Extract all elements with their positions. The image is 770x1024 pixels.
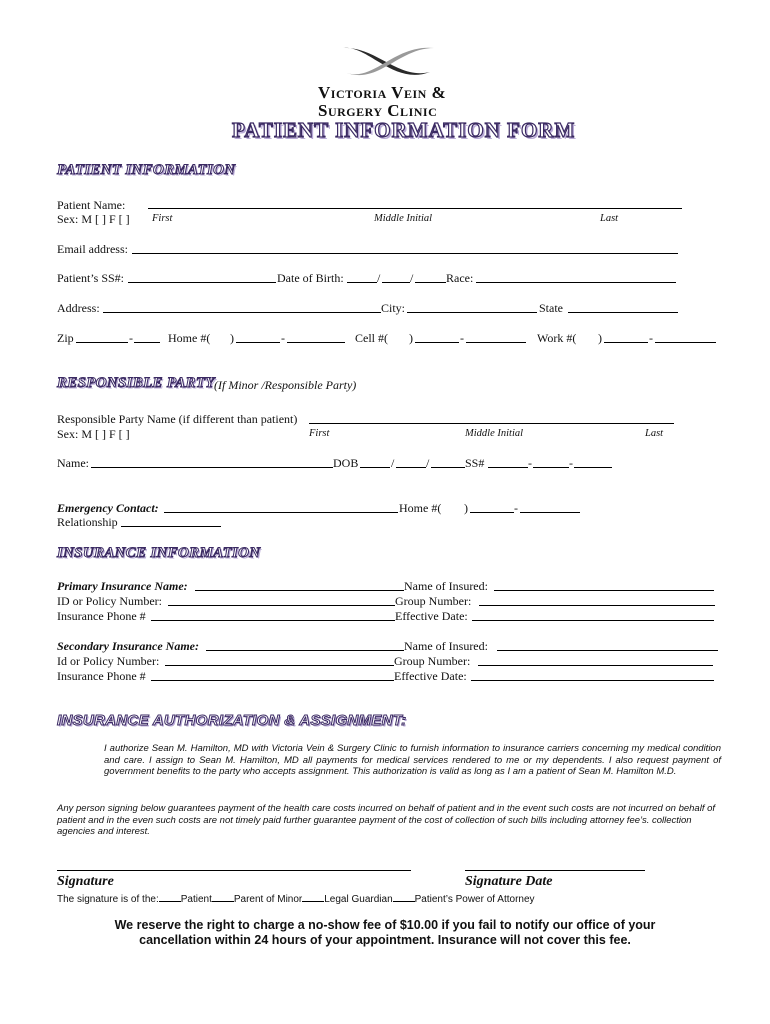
secondary-insured-field[interactable] [497,650,718,651]
primary-group-label: Group Number: [395,594,472,608]
zip-label: Zip [57,331,74,345]
primary-id-label: ID or Policy Number: [57,594,162,608]
secondary-insurance-field[interactable] [206,650,404,651]
responsible-dob-year[interactable] [431,467,465,468]
authorization-paragraph-1: I authorize Sean M. Hamilton, MD with Victoria Vein & Surgery Clinic to furnish information to insurance carriers concerning my medical condition and care. I assign to Sean M. Hamilton, MD all payments for medical services rendered to me or my dependents. I also request payment of government benefits to the party who accepts assignment. This authorization is valid as long as I am a patient of Sean M. Hamilton M.D. [104,743,721,777]
address-label: Address: [57,301,100,315]
secondary-insurance-label: Secondary Insurance Name: [57,639,200,653]
emergency-contact-label: Emergency Contact: [57,501,159,515]
home-phone-label: Home #( [168,331,211,345]
signature-of-label: The signature is of the: [57,894,159,905]
relationship-field[interactable] [121,526,221,527]
secondary-id-field[interactable] [165,665,394,666]
secondary-group-field[interactable] [478,665,713,666]
dob-month-field[interactable] [347,282,377,283]
home-phone-paren: ) [230,331,234,345]
cell-phone-label: Cell #( [355,331,388,345]
zip-field-1[interactable] [76,342,128,343]
relationship-label: Relationship [57,515,118,529]
no-show-notice [0,918,770,948]
cell-phone-dash: - [460,331,464,345]
secondary-effective-label: Effective Date: [394,669,467,683]
secondary-phone-label: Insurance Phone # [57,669,146,683]
last-name-caption: Last [600,213,619,224]
primary-effective-label: Effective Date: [395,609,468,623]
responsible-dob-sep2: / [426,456,430,470]
patient-info-heading: PATIENT INFORMATION [57,162,236,178]
dob-day-field[interactable] [382,282,410,283]
emergency-home-dash: - [514,501,518,515]
patient-sex-label: Sex: M [ ] F [ ] [57,212,130,226]
first-name-caption: First [152,213,173,224]
ss-field[interactable] [128,282,276,283]
zip-dash: - [129,331,133,345]
patient-name-label: Patient Name: [57,198,126,212]
dob-year-field[interactable] [415,282,446,283]
secondary-insured-label: Name of Insured: [404,639,488,653]
responsible-ss-field-2[interactable] [533,467,569,468]
signature-date-line[interactable] [465,870,645,871]
responsible-dob-day[interactable] [396,467,426,468]
cell-phone-paren: ) [409,331,413,345]
cell-phone-field-2[interactable] [466,342,526,343]
responsible-ss-dash2: - [569,456,573,470]
guardian-option-label: Legal Guardian [324,894,393,905]
secondary-id-label: Id or Policy Number: [57,654,160,668]
parent-option-label: Parent of Minor [233,894,303,905]
poa-option-label: Patient’s Power of Attorney [414,894,535,905]
primary-insured-label: Name of Insured: [404,579,488,593]
responsible-ss-label: SS# [465,456,485,470]
emergency-home-field-2[interactable] [520,512,580,513]
work-phone-field-2[interactable] [655,342,716,343]
emergency-home-label: Home #( [399,501,442,515]
signature-of-line [57,890,535,905]
primary-phone-field[interactable] [151,620,395,621]
state-field[interactable] [568,312,678,313]
primary-phone-label: Insurance Phone # [57,609,146,623]
city-field[interactable] [407,312,537,313]
ss-label: Patient’s SS#: [57,271,125,285]
poa-option-blank[interactable] [393,890,415,902]
work-phone-dash: - [649,331,653,345]
city-label: City: [381,301,406,315]
responsible-middle-caption: Middle Initial [465,428,524,439]
guardian-option-blank[interactable] [302,890,324,902]
clinic-name-line2: Surgery Clinic [318,101,438,120]
dob-sep-1: / [377,271,381,285]
home-phone-dash: - [281,331,285,345]
authorization-heading: INSURANCE AUTHORIZATION & ASSIGNMENT: [57,712,407,729]
signature-line[interactable] [57,870,411,871]
secondary-group-label: Group Number: [394,654,471,668]
secondary-effective-field[interactable] [471,680,714,681]
home-phone-field-2[interactable] [287,342,345,343]
patient-option-blank[interactable] [159,890,181,902]
dob-label: Date of Birth: [277,271,344,285]
responsible-dob-sep1: / [391,456,395,470]
responsible-dob-month[interactable] [360,467,390,468]
race-label: Race: [446,271,474,285]
primary-id-field[interactable] [168,605,395,606]
primary-group-field[interactable] [479,605,715,606]
race-field[interactable] [476,282,676,283]
primary-insurance-field[interactable] [195,590,404,591]
parent-option-blank[interactable] [212,890,234,902]
responsible-dob-label: DOB [333,456,359,470]
state-label: State [539,301,563,315]
responsible-name2-field[interactable] [91,467,333,468]
primary-insurance-label: Primary Insurance Name: [57,579,188,593]
middle-initial-caption: Middle Initial [374,213,433,224]
notice-line-1: We reserve the right to charge a no-show fee of $10.00 if you fail to notify our office of your [114,918,656,932]
form-title: PATIENT INFORMATION FORM [232,118,576,142]
responsible-ss-field-3[interactable] [574,467,612,468]
email-field[interactable] [132,253,678,254]
clinic-logo [338,42,438,86]
address-field[interactable] [103,312,381,313]
responsible-last-caption: Last [645,428,664,439]
home-phone-field-1[interactable] [236,342,280,343]
email-label: Email address: [57,242,128,256]
responsible-party-subtitle: (If Minor /Responsible Party) [214,378,357,392]
work-phone-paren: ) [598,331,602,345]
zip-field-2[interactable] [134,342,160,343]
responsible-first-caption: First [309,428,330,439]
primary-effective-field[interactable] [472,620,714,621]
emergency-contact-field[interactable] [164,512,398,513]
emergency-home-field-1[interactable] [470,512,514,513]
responsible-sex-label: Sex: M [ ] F [ ] [57,427,130,441]
clinic-name-line1: Victoria Vein & [318,83,447,102]
primary-insured-field[interactable] [494,590,714,591]
work-phone-field-1[interactable] [604,342,648,343]
cell-phone-field-1[interactable] [415,342,459,343]
responsible-name2-label: Name: [57,456,89,470]
patient-name-field[interactable] [148,208,682,209]
signature-date-label: Signature Date [465,874,553,889]
responsible-ss-field-1[interactable] [488,467,528,468]
emergency-home-paren: ) [464,501,468,515]
responsible-party-heading: RESPONSIBLE PARTY [57,375,215,391]
responsible-name-label: Responsible Party Name (if different than patient) [57,412,298,426]
dob-sep-2: / [410,271,414,285]
notice-line-2: cancellation within 24 hours of your appointment. Insurance will not cover this fee. [139,933,631,947]
insurance-info-heading: INSURANCE INFORMATION [57,545,261,561]
responsible-name-field[interactable] [309,423,674,424]
responsible-ss-dash1: - [528,456,532,470]
guarantee-paragraph: Any person signing below guarantees payment of the health care costs incurred on behalf of patient and in the event such costs are not incurred on behalf of patient and in the even such costs are not timely paid further guarantee payment of the cost of collection of such bills including attorney fee’s. collection agencies and interest. [57,803,716,837]
signature-label: Signature [57,874,114,889]
patient-option-label: Patient [180,894,212,905]
work-phone-label: Work #( [537,331,577,345]
secondary-phone-field[interactable] [151,680,394,681]
